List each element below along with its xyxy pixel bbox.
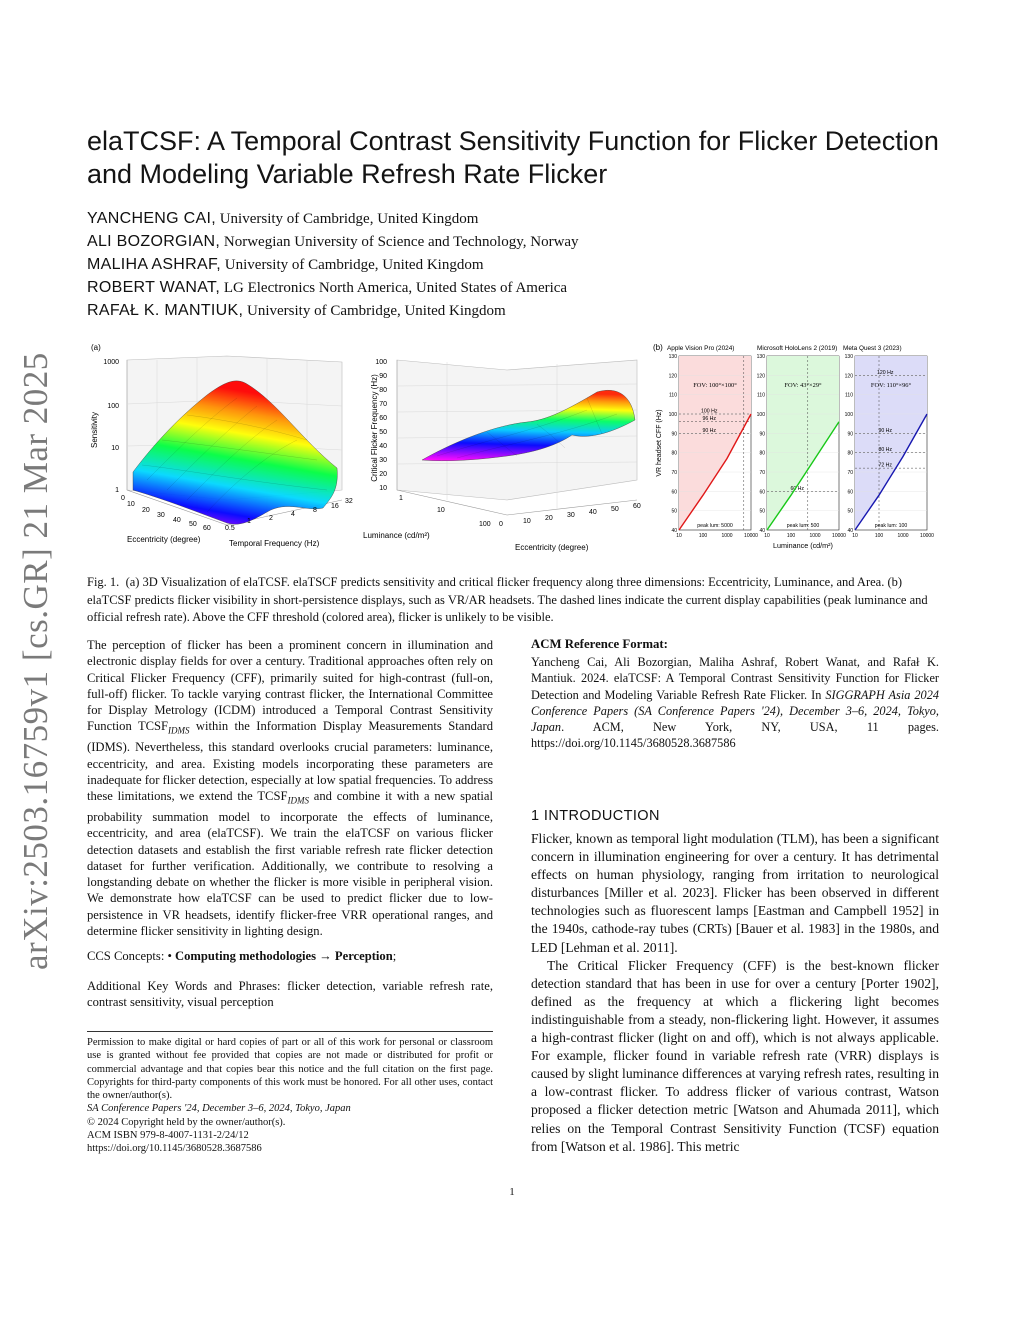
z-tick: 70 bbox=[379, 401, 387, 408]
x-tick: 30 bbox=[157, 512, 165, 519]
abstract bbox=[87, 637, 493, 939]
x-axis-label: Eccentricity (degree) bbox=[127, 535, 201, 544]
y-tick: 1 bbox=[247, 518, 251, 525]
arxiv-identifier-stamp: arXiv:2503.16759v1 [cs.GR] 21 Mar 2025 bbox=[16, 352, 55, 970]
x-tick: 10000 bbox=[744, 533, 758, 539]
y-tick: 60 bbox=[633, 503, 641, 510]
y-tick: 50 bbox=[847, 508, 853, 515]
y-tick: 70 bbox=[847, 470, 853, 476]
ccs-concept: Computing methodologies → Perception bbox=[175, 949, 393, 963]
refresh-rate-label: 120 Hz bbox=[877, 369, 894, 376]
y-tick: 90 bbox=[759, 431, 765, 438]
acm-reference-heading: ACM Reference Format: bbox=[531, 637, 668, 651]
x-tick: 1000 bbox=[809, 533, 821, 539]
y-tick: 80 bbox=[847, 450, 853, 457]
y-tick: 90 bbox=[847, 431, 853, 438]
y-tick: 80 bbox=[671, 450, 677, 457]
x-tick: 10000 bbox=[920, 533, 934, 539]
x-tick: 1 bbox=[399, 495, 403, 502]
y-tick: 50 bbox=[671, 508, 677, 515]
z-tick: 100 bbox=[107, 403, 119, 410]
y-tick: 40 bbox=[847, 528, 853, 534]
introduction-body bbox=[531, 830, 939, 1156]
refresh-rate-label: 100 Hz bbox=[701, 408, 718, 415]
abstract-text: and combine it with a new spatial probability summation model to incorporate the effects of luminance, eccentricity, and area (elaTCSF). We train the elaTCSF on various flicker detection datasets and establish the first variable refresh rate flicker detection dataset for further verification. Additionally, we contribute to resolving a longstanding debate on whether the flicker is more visible in peripheral vision. We demonstrate how elaTCSF can be used to predict flicker due to low-persistence in VR headsets, identify flicker-free VRR operational ranges, and determine flicker sensitivity in lighting design. bbox=[87, 789, 494, 939]
title-line-2: and Modeling Variable Refresh Rate Flicker bbox=[87, 159, 608, 189]
author-affiliation: University of Cambridge, United Kingdom bbox=[219, 211, 479, 227]
x-tick: 10 bbox=[127, 501, 135, 508]
z-tick: 60 bbox=[379, 415, 387, 422]
z-tick: 10 bbox=[111, 445, 119, 452]
y-tick: 110 bbox=[845, 392, 853, 399]
ref-text: . ACM, New York, NY, USA, 11 pages. https://doi.org/10.1145/3680528.3687586 bbox=[531, 720, 939, 751]
refresh-rate-label: 72 Hz bbox=[878, 462, 893, 469]
z-tick: 100 bbox=[375, 359, 387, 366]
x-tick: 10 bbox=[764, 533, 770, 539]
page-number: 1 bbox=[509, 1186, 515, 1198]
figure-1-graphic bbox=[87, 340, 937, 568]
plot-1-sensitivity-surface bbox=[90, 356, 353, 548]
plot-2-cff-surface bbox=[363, 359, 641, 552]
title-line-1: elaTCSF: A Temporal Contrast Sensitivity Function for Flicker Detection bbox=[87, 126, 939, 156]
vr-x-axis-label: Luminance (cd/m²) bbox=[773, 541, 833, 550]
z-tick: 40 bbox=[379, 443, 387, 450]
author-2 bbox=[87, 232, 967, 252]
z-tick: 1000 bbox=[103, 359, 119, 366]
figure-1 bbox=[87, 340, 937, 568]
peak-luminance-label: peak lum: 500 bbox=[786, 523, 820, 529]
y-tick: 40 bbox=[759, 528, 765, 534]
y-tick: 120 bbox=[668, 373, 677, 380]
y-tick: 100 bbox=[756, 412, 765, 418]
x-tick: 100 bbox=[698, 533, 708, 539]
z-tick: 80 bbox=[379, 387, 387, 394]
x-tick: 50 bbox=[189, 521, 197, 528]
z-axis-label: Critical Flicker Frequency (Hz) bbox=[370, 374, 379, 482]
y-tick: 110 bbox=[669, 392, 677, 399]
fov-label: FOV: 110°×96° bbox=[870, 382, 912, 389]
fov-label: FOV: 100°×100° bbox=[693, 382, 737, 389]
vr-panel-title: Meta Quest 3 (2023) bbox=[843, 345, 902, 352]
author-name: ALI BOZORGIAN, bbox=[87, 233, 221, 250]
y-tick: 0 bbox=[499, 521, 503, 528]
x-tick: 10 bbox=[676, 533, 682, 539]
y-tick: 120 bbox=[844, 373, 853, 380]
y-tick: 60 bbox=[671, 489, 677, 496]
refresh-rate-label: 80 Hz bbox=[878, 447, 893, 454]
y-tick: 120 bbox=[756, 373, 765, 380]
author-name: YANCHENG CAI, bbox=[87, 210, 216, 227]
venue: SA Conference Papers '24, December 3–6, 2024, Tokyo, Japan bbox=[87, 1103, 351, 1115]
x-tick: 100 bbox=[786, 533, 796, 539]
ccs-prefix: CCS Concepts: • bbox=[87, 949, 176, 963]
y-tick: 32 bbox=[345, 498, 353, 505]
y-tick: 50 bbox=[759, 508, 765, 515]
y-tick: 100 bbox=[844, 412, 853, 418]
y-tick: 40 bbox=[671, 528, 677, 534]
paragraph: The Critical Flicker Frequency (CFF) is the best-known flicker detection standard that has been in use for over a century [Porter 1902], defined as the frequency at which a flickering light becomes indistinguishable from a steady, non-flickering light. However, it assumes a high-contrast flicker (light on and off), which is not always applicable. For example, flicker found in variable refresh rate (VRR) displays is caused by slight luminance differences at varying refresh rates, resulting in a low-contrast flicker. To address flicker of various contrast, Watson proposed a flicker detection metric [Watson and Ahumada 2011], which relies on the Temporal Contrast Sensitivity Function (TCSF) equation from [Watson et al. 1986]. This metric bbox=[531, 957, 939, 1154]
author-affiliation: Norwegian University of Science and Technology, Norway bbox=[223, 234, 579, 250]
ref-text: Yancheng Cai, Ali Bozorgian, Maliha Ashraf, Robert Wanat, and Rafał K. Mantiuk. 2024. elaTCSF: A Temporal Contrast Sensitivity Function for Flicker Detection and Modeling Variable Refresh Rate Flicker. In bbox=[531, 655, 939, 702]
refresh-rate-label: 96 Hz bbox=[702, 416, 717, 423]
paper-title bbox=[87, 125, 957, 191]
y-tick: 10 bbox=[523, 518, 531, 525]
author-1 bbox=[87, 209, 967, 229]
y-axis-label: Temporal Frequency (Hz) bbox=[229, 539, 320, 548]
x-tick: 10000 bbox=[832, 533, 846, 539]
author-name: ROBERT WANAT, bbox=[87, 279, 221, 296]
x-tick: 60 bbox=[203, 525, 211, 532]
keywords: Additional Key Words and Phrases: flicker detection, variable refresh rate, contrast sensitivity, visual perception bbox=[87, 979, 493, 1010]
y-tick: 30 bbox=[567, 512, 575, 519]
x-tick: 40 bbox=[173, 517, 181, 524]
z-tick: 10 bbox=[379, 485, 387, 492]
x-tick: 20 bbox=[142, 507, 150, 514]
panel-b-label: (b) bbox=[653, 343, 663, 352]
vr-headset-cff-panels bbox=[656, 345, 934, 550]
y-tick: 60 bbox=[847, 489, 853, 496]
vr-y-axis-label: VR headset CFF (Hz) bbox=[656, 409, 663, 477]
author-5 bbox=[87, 301, 967, 321]
ccs-suffix: ; bbox=[392, 949, 397, 963]
y-tick: 50 bbox=[611, 506, 619, 513]
y-tick: 60 bbox=[759, 489, 765, 496]
y-tick: 4 bbox=[291, 511, 295, 518]
x-tick: 1000 bbox=[721, 533, 733, 539]
x-tick: 10 bbox=[437, 507, 445, 514]
isbn: ACM ISBN 979-8-4007-1131-2/24/12 bbox=[87, 1130, 249, 1142]
abstract-subscript: IDMS bbox=[287, 795, 309, 806]
figure-caption bbox=[87, 574, 939, 627]
y-tick: 70 bbox=[671, 470, 677, 476]
copyright: © 2024 Copyright held by the owner/author(s). bbox=[87, 1116, 286, 1128]
z-tick: 20 bbox=[379, 471, 387, 478]
peak-luminance-label: peak lum: 100 bbox=[874, 523, 908, 529]
author-affiliation: University of Cambridge, United Kingdom bbox=[247, 303, 506, 319]
caption-label: Fig. 1. bbox=[87, 575, 120, 589]
abstract-subscript: IDMS bbox=[168, 726, 190, 736]
author-3 bbox=[87, 255, 967, 275]
y-tick: 80 bbox=[759, 450, 765, 457]
y-axis-label: Eccentricity (degree) bbox=[515, 543, 589, 552]
y-tick: 90 bbox=[671, 431, 677, 438]
y-tick: 130 bbox=[668, 354, 677, 360]
y-tick: 2 bbox=[269, 515, 273, 522]
caption-text: (a) 3D Visualization of elaTCSF. elaTSCF predicts sensitivity and critical flicker frequency along three dimensions: Eccentricity, Luminance, and Area. (b) elaTCSF predicts flicker visibility in short-persistence displays, such as VR/AR headsets. The dashed lines indicate the current display capabilities (peak luminance and official refresh rate). Above the CFF threshold (colored area), flicker is unlikely to be visible. bbox=[87, 575, 928, 624]
paragraph: Flicker, known as temporal light modulation (TLM), has been a significant concern in illumination engineering for over a century. It has detrimental effects on human physiology, ranging from irritation to neurological disturbances [Miller et al. 2023]. Flicker has been observed in different technologies such as fluorescent lamps [Eastman and Campbell 1952] in the 1940s, cathode-ray tubes (CRTs) [Bauer et al. 1983] in the 1980s, and LED [Lehman et al. 2011]. bbox=[531, 831, 939, 955]
x-tick: 100 bbox=[874, 533, 884, 539]
author-affiliation: LG Electronics North America, United States of America bbox=[223, 280, 568, 296]
z-tick: 1 bbox=[115, 487, 119, 494]
x-tick: 100 bbox=[479, 521, 491, 528]
author-name: MALIHA ASHRAF, bbox=[87, 256, 222, 273]
ref-venue: SIGGRAPH Asia 2024 Conference Papers (SA Conference Papers '24), December 3–6, 2024, Tokyo, Japan bbox=[531, 687, 939, 735]
peak-luminance-label: peak lum: 5000 bbox=[697, 523, 733, 529]
abstract-text: within the Information Display Measurements Standard (IDMS). Nevertheless, this standard overlooks crucial parameters: luminance, eccentricity, and area. Existing models incorporating these parameters are inadequate for flicker detection, especially at low spatial frequencies. To address these limitations, we extend the TCSF bbox=[87, 719, 493, 804]
y-tick: 0.5 bbox=[225, 525, 235, 532]
y-tick: 20 bbox=[545, 515, 553, 522]
permission-text: Permission to make digital or hard copies of part or all of this work for personal or classroom use is granted without fee provided that copies are not made or distributed for profit or commercial advantage and that copies bear this notice and the full citation on the first page. Copyrights for third-party components of this work must be honored. For all other uses, contact the owner/author(s). bbox=[87, 1037, 493, 1102]
refresh-rate-label: 90 Hz bbox=[878, 427, 893, 434]
footnote-rule bbox=[87, 1031, 493, 1032]
fov-label: FOV: 43°×29° bbox=[784, 382, 822, 389]
x-tick: 1000 bbox=[897, 533, 909, 539]
y-tick: 16 bbox=[331, 503, 339, 510]
refresh-rate-label: 90 Hz bbox=[702, 427, 717, 434]
vr-panel-title: Microsoft HoloLens 2 (2019) bbox=[757, 345, 838, 352]
y-tick: 100 bbox=[668, 412, 677, 418]
x-axis-label: Luminance (cd/m²) bbox=[363, 531, 430, 540]
author-4 bbox=[87, 278, 967, 298]
y-tick: 8 bbox=[313, 507, 317, 514]
y-tick: 130 bbox=[756, 354, 765, 360]
section-heading-introduction: 1 INTRODUCTION bbox=[531, 808, 660, 824]
acm-reference-format bbox=[531, 637, 939, 752]
y-tick: 130 bbox=[844, 354, 853, 360]
y-tick: 40 bbox=[589, 509, 597, 516]
author-name: RAFAŁ K. MANTIUK, bbox=[87, 302, 244, 319]
author-affiliation: University of Cambridge, United Kingdom bbox=[224, 257, 484, 273]
z-axis-label: Sensitivity bbox=[90, 411, 99, 449]
permission-notice bbox=[87, 1036, 493, 1156]
ccs-concepts bbox=[87, 948, 493, 964]
panel-a-label: (a) bbox=[91, 343, 101, 352]
acm-reference-text bbox=[531, 654, 939, 752]
refresh-rate-label: 60 Hz bbox=[790, 485, 805, 492]
vr-panel-title: Apple Vision Pro (2024) bbox=[667, 345, 735, 352]
abstract-text: The perception of flicker has been a prominent concern in illumination and electronic display fields for over a century. Traditional approaches often rely on Critical Flicker Frequency (CFF), primarily suited for high-contrast (full-on, full-off) flicker. To tackle varying contrast flicker, the International Committee for Display Metrology (ICDM) introduced a Temporal Contrast Sensitivity Function TCSF bbox=[87, 638, 493, 734]
z-tick: 50 bbox=[379, 429, 387, 436]
x-tick: 0 bbox=[121, 495, 125, 502]
doi-link[interactable]: https://doi.org/10.1145/3680528.3687586 bbox=[87, 1143, 262, 1155]
z-tick: 30 bbox=[379, 457, 387, 464]
z-tick: 90 bbox=[379, 373, 387, 380]
x-tick: 10 bbox=[852, 533, 858, 539]
y-tick: 70 bbox=[759, 470, 765, 476]
y-tick: 110 bbox=[757, 392, 765, 399]
